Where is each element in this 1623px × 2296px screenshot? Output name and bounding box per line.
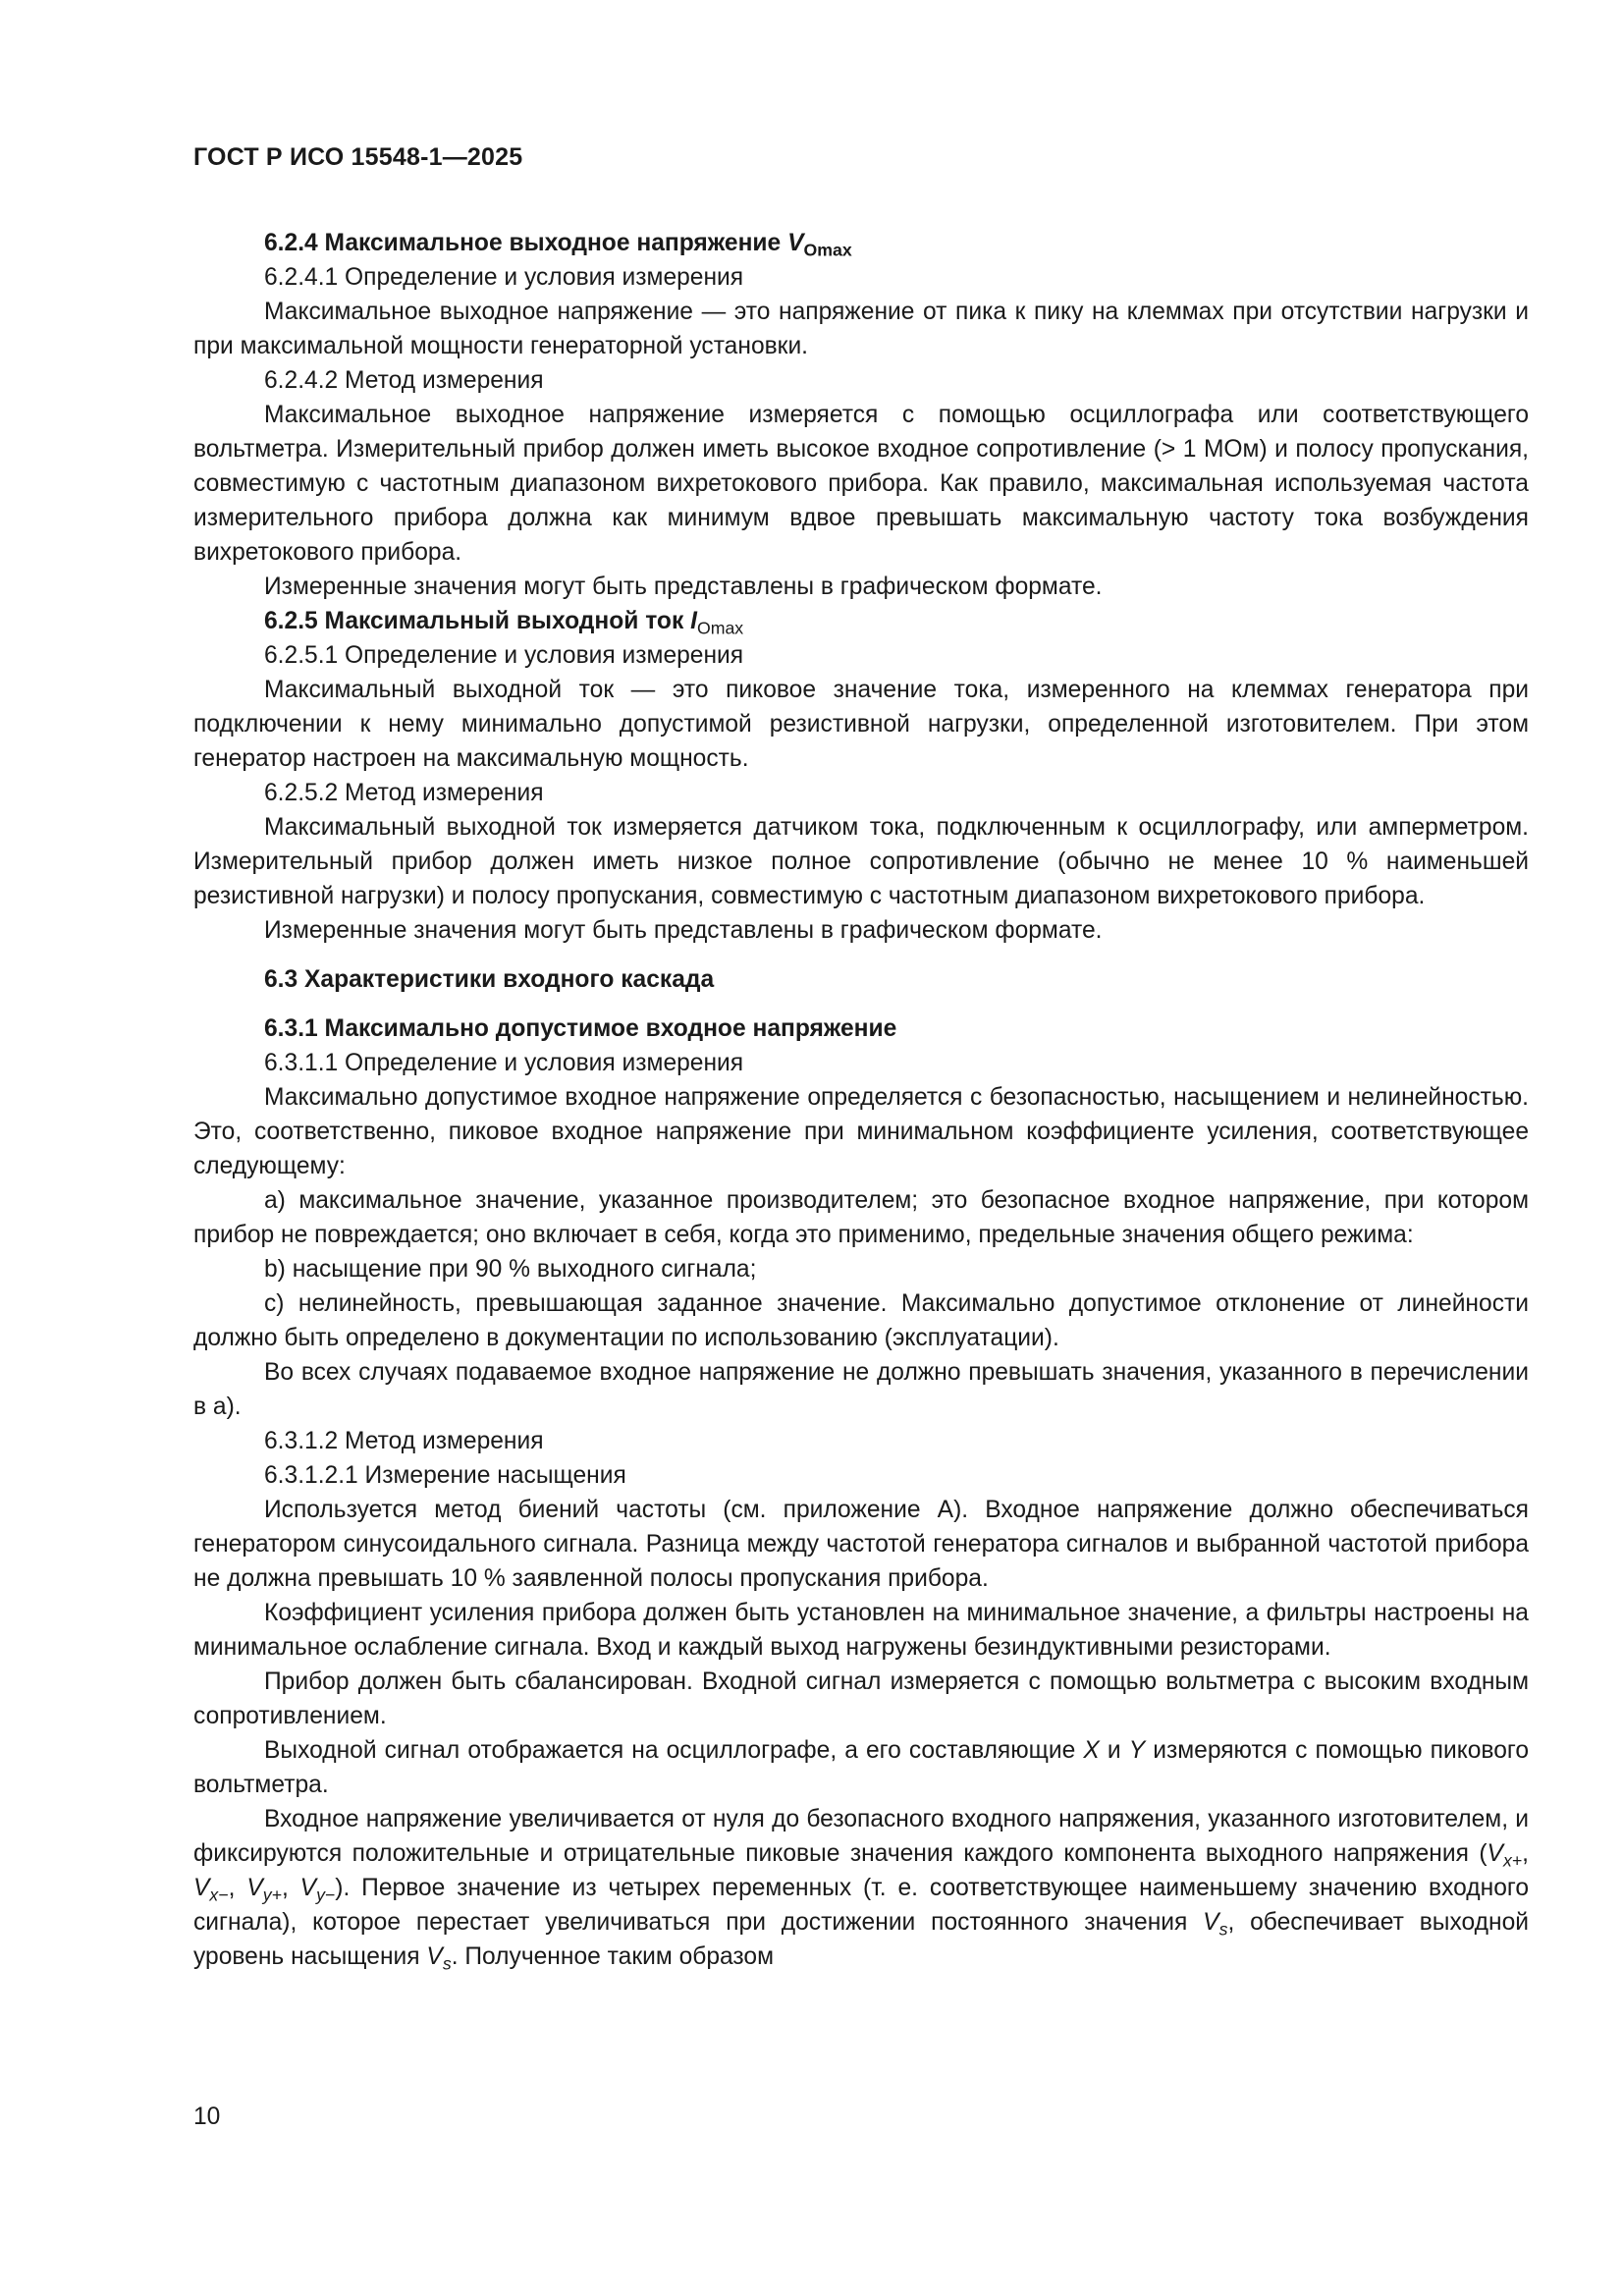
paragraph: Входное напряжение увеличивается от нуля до безопасного входного напряжения, указанного изготовителем, и фиксируются положительные и отрицательные пиковые значения каждого компонента выходного напряжения ($V_{x+}$, $V_{x-}$, $V_{y+}$, $V_{y-}$). Первое значение из четырех переменных (т. е. соответствующее наименьшему значению входного сигнала), которое перестает увеличиваться при достижении постоянного значения $V_s$, обеспечивает выходной уровень насыщения $V_s$. Полученное таким образом [193,1806,1529,1974]
paragraph: Прибор должен быть сбалансирован. Входной сигнал измеряется с помощью вольтметра с высоким входным сопротивлением. [193,1668,1529,1729]
document-header: ГОСТ Р ИСО 15548-1—2025 [193,143,523,171]
subsection-6-3-1-2-1: 6.3.1.2.1 Измерение насыщения [264,1462,626,1489]
page-content [193,226,1529,1974]
paragraph: Используется метод биений частоты (см. приложение А). Входное напряжение должно обеспечиваться генератором синусоидального сигнала. Разница между частотой генератора сигналов и выбранной частотой прибора не должна превышать 10 % заявленной полосы пропускания прибора. [193,1497,1529,1592]
list-item-c: c) нелинейность, превышающая заданное значение. Максимально допустимое отклонение от линейности должно быть определено в документации по использованию (эксплуатации). [193,1290,1529,1351]
subsection-6-3-1-1: 6.3.1.1 Определение и условия измерения [264,1050,744,1076]
paragraph: Максимально допустимое входное напряжение определяется с безопасностью, насыщением и нелинейностью. Это, соответственно, пиковое входное напряжение при минимальном коэффициенте усиления, соответствующее следующему: [193,1084,1529,1179]
paragraph: Измеренные значения могут быть представлены в графическом формате. [264,917,1103,944]
subsection-6-2-4-1: 6.2.4.1 Определение и условия измерения [264,264,744,291]
paragraph: Выходной сигнал отображается на осциллографе, а его составляющие X и Y измеряются с помощью пикового вольтметра. [193,1737,1530,1798]
subsection-6-3-1-2: 6.3.1.2 Метод измерения [264,1428,544,1454]
section-heading-6-3: 6.3 Характеристики входного каскада [264,966,715,993]
section-heading-6-2-4: 6.2.4 Максимальное выходное напряжение $V_{Omax}$ [264,230,852,260]
paragraph: Максимальный выходной ток — это пиковое значение тока, измеренного на клеммах генератора при подключении к нему минимально допустимой резистивной нагрузки, определенной изготовителем. При этом генератор настроен на максимальную мощность. [193,677,1529,772]
list-item-a: a) максимальное значение, указанное производителем; это безопасное входное напряжение, при котором прибор не повреждается; оно включает в себя, когда это применимо, предельные значения общего режима: [193,1187,1529,1248]
paragraph: Измеренные значения могут быть представлены в графическом формате. [264,574,1103,600]
paragraph: Максимальный выходной ток измеряется датчиком тока, подключенным к осциллографу, или амперметром. Измерительный прибор должен иметь низкое полное сопротивление (обычно не менее 10 % наименьшей резистивной нагрузки) и полосу пропускания, совместимую с частотным диапазоном вихретокового прибора. [193,814,1529,909]
paragraph: Коэффициент усиления прибора должен быть установлен на минимальное значение, а фильтры настроены на минимальное ослабление сигнала. Вход и каждый выход нагружены безиндуктивными резисторами. [193,1600,1529,1661]
subsection-6-2-5-2: 6.2.5.2 Метод измерения [264,780,544,806]
paragraph: Максимальное выходное напряжение измеряется с помощью осциллографа или соответствующего вольтметра. Измерительный прибор должен иметь высокое входное сопротивление (> 1 МОм) и полосу пропускания, совместимую с частотным диапазоном вихретокового прибора. Как правило, максимальная используемая частота измерительного прибора должна как минимум вдвое превышать максимальную частоту тока возбуждения вихретокового прибора. [193,402,1529,566]
subsection-6-2-5-1: 6.2.5.1 Определение и условия измерения [264,642,744,669]
symbol-i: I [690,608,697,634]
list-item-b: b) насыщение при 90 % выходного сигнала; [264,1256,757,1283]
section-heading-6-3-1: 6.3.1 Максимально допустимое входное напряжение [264,1015,897,1042]
page-number: 10 [193,2104,221,2130]
paragraph: Во всех случаях подаваемое входное напряжение не должно превышать значения, указанного в перечислении в а). [193,1359,1529,1420]
subsection-6-2-4-2: 6.2.4.2 Метод измерения [264,367,544,394]
paragraph: Максимальное выходное напряжение — это напряжение от пика к пику на клеммах при отсутствии нагрузки и при максимальной мощности генераторной установки. [193,299,1529,359]
section-heading-6-2-5: 6.2.5 Максимальный выходной ток $I_{Omax}$ [264,608,744,638]
symbol-v: V [787,230,804,256]
